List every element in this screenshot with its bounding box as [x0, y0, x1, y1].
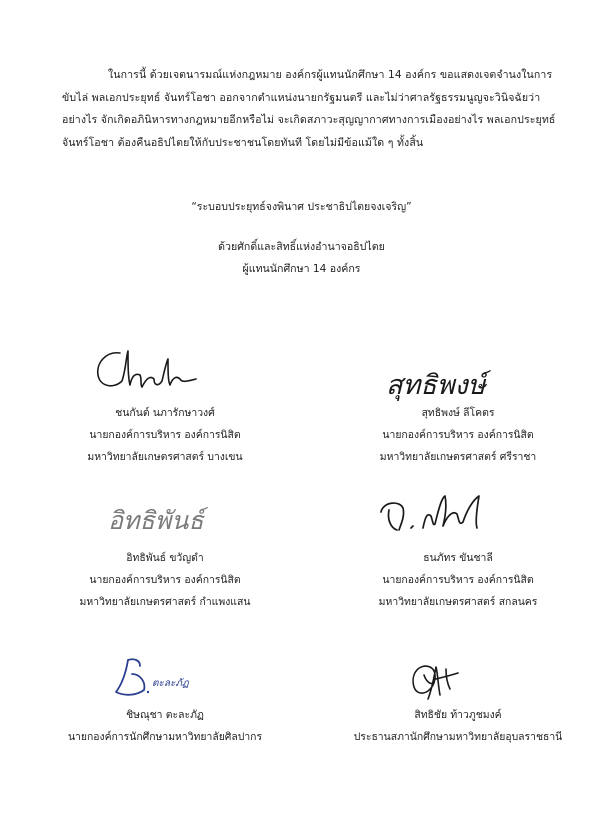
- signatory-2: [333, 402, 583, 468]
- signatory-position: นายกองค์การบริหาร องค์การนิสิต: [89, 429, 241, 441]
- slogan: “ระบอบประยุทธ์จงพินาศ ประชาธิปไตยจงเจริญ”: [191, 201, 412, 213]
- closing-line: ด้วยศักดิ์และสิทธิ์แห่งอำนาจอธิปไตย: [218, 241, 385, 253]
- signature-text: สุทธิพงษ์: [386, 370, 486, 401]
- signature-2: [382, 360, 502, 406]
- signature-text: อิทธิพันธ์: [108, 506, 204, 535]
- statement-line: ในการนี้ ด้วยเจตนารมณ์แห่งกฎหมาย องค์กรผู้แทนนักศึกษา 14 องค์กร ขอแสดงเจตจำนงในการ: [108, 69, 553, 81]
- signatory-position: นายกองค์การนักศึกษามหาวิทยาลัยศิลปากร: [67, 731, 263, 743]
- signature-6: [400, 655, 490, 705]
- signatory-org: มหาวิทยาลัยเกษตรศาสตร์ ศรีราชา: [379, 451, 537, 463]
- signatory-4: [333, 547, 583, 613]
- signatory-3: [40, 547, 290, 613]
- signatory-position: นายกองค์การบริหาร องค์การนิสิต: [89, 574, 241, 586]
- signatory-org: มหาวิทยาลัยเกษตรศาสตร์ กำแพงแสน: [79, 596, 251, 608]
- signature-1: [92, 345, 202, 395]
- signatory-org: มหาวิทยาลัยเกษตรศาสตร์ สกลนคร: [378, 596, 538, 608]
- signatory-6: [333, 704, 583, 748]
- signature-5: [110, 652, 220, 702]
- signatory-position: นายกองค์การบริหาร องค์การนิสิต: [382, 574, 534, 586]
- signatory-name: ธนภัทร ขันชาลี: [423, 552, 493, 564]
- statement-line: อย่างไร จักเกิดอภินิหารทางกฎหมายอีกหรือไม่ จะเกิดสภาวะสุญญากาศทางการเมืองอย่างไร พลเอกประยุทธ์: [62, 114, 556, 126]
- signatory-name: สิทธิชัย ท้าวภูชมงค์: [414, 709, 502, 721]
- signature-text: ตะละภัฏ: [152, 678, 189, 689]
- signatory-name: ชนกันต์ นภารักษาวงศ์: [115, 407, 215, 419]
- statement-line: จันทร์โอชา ต้องคืนอธิปไตยให้กับประชาชนโดยทันที โดยไม่มีข้อแม้ใด ๆ ทั้งสิ้น: [62, 136, 424, 149]
- signatory-name: ชิษณุชา ตะละภัฏ: [126, 709, 204, 721]
- closing-line: ผู้แทนนักศึกษา 14 องค์กร: [242, 263, 361, 275]
- signature-3: [106, 497, 216, 541]
- signatory-position: ประธานสภานักศึกษามหาวิทยาลัยอุบลราชธานี: [353, 731, 563, 743]
- signatory-position: นายกองค์การบริหาร องค์การนิสิต: [382, 429, 534, 441]
- signatory-name: อิทธิพันธ์ ขวัญดำ: [126, 552, 204, 564]
- signatory-name: สุทธิพงษ์ ลีโคตร: [421, 407, 495, 419]
- signatory-5: [40, 704, 290, 748]
- closing: [0, 236, 603, 280]
- signatory-org: มหาวิทยาลัยเกษตรศาสตร์ บางเขน: [87, 451, 243, 463]
- signatory-1: [40, 402, 290, 468]
- statement-line: ขับไล่ พลเอกประยุทธ์ จันทร์โอชา ออกจากตำแหน่งนายกรัฐมนตรี และไม่ว่าศาลรัฐธรรมนูญจะวินิจฉัยว่า: [62, 91, 541, 104]
- signature-4: [373, 488, 503, 538]
- statement-paragraph: [62, 64, 556, 154]
